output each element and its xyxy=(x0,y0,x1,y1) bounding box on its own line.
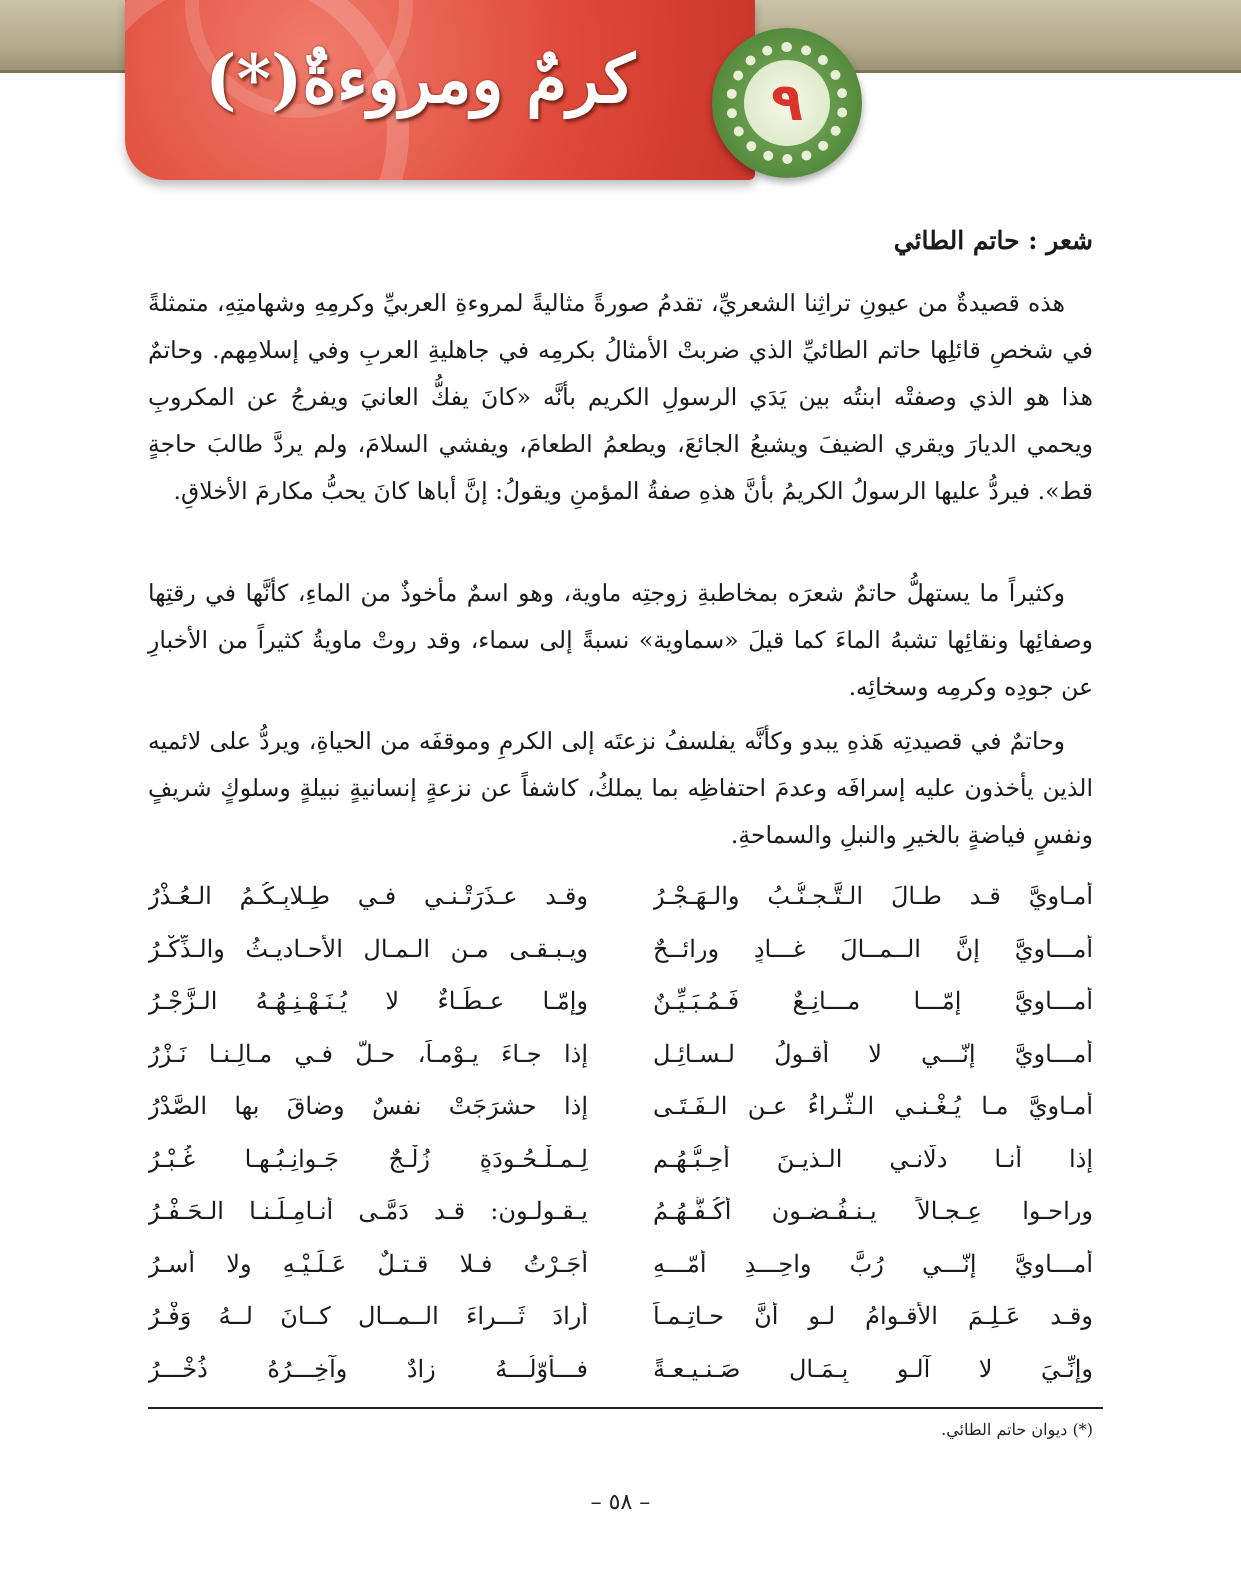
verse-first-hemistich: إذا أنـا دلّانـي الـذيـنَ أُحِـبُّـهُـم xyxy=(653,1144,1093,1173)
verse-second-hemistich: يـقـولـون: قـد دَمَّـى أنـامِـلَـنـا الـحَـفْـرُ xyxy=(148,1197,588,1226)
intro-paragraph-3: وحاتمٌ في قصيدتِه هَذهِ يبدو وكأنَّه يفلسفُ نزعتَه إلى الكرمِ وموقفَه من الحياةِ، ويردُّ على لائميه الذين يأخذون عليه إسرافَه وعدمَ احتفاظِه بما يملكُ، كاشفاً عن نزعةٍ إنسانيةٍ نبيلةٍ وسلوكٍ شريفٍ ونفسٍ فياضةٍ بالخيرِ والنبلِ والسماحةِ. xyxy=(148,727,1093,849)
footnote: (*) ديوان حاتم الطائي. xyxy=(941,1420,1093,1439)
verse-second-hemistich: أجَـرْتُ فـلا قـتـلٌ عَـلَـيْـهِ ولا أسـرُ xyxy=(148,1249,588,1278)
verse-first-hemistich: أمـــاوِيَّ إنّـــي رُبَّ واحِـــدِ أُمّـــهِ xyxy=(653,1249,1093,1278)
title-banner xyxy=(125,0,755,180)
verse-first-hemistich: وقـد عَـلِـمَ الأقـوامُ لـو أنَّ حـاتِـمـاً xyxy=(653,1302,1093,1331)
footnote-divider xyxy=(148,1407,1103,1409)
verse-second-hemistich: إذا جـاءَ يـوْمـاً، حـلَّ فـي مـالِـنـا نَـزْرُ xyxy=(148,1039,588,1068)
poem-verse xyxy=(148,923,1093,976)
badge-center xyxy=(744,60,830,146)
poem-verse xyxy=(148,1133,1093,1186)
intro-paragraph-1: هذه قصيدةٌ من عيونِ تراثِنا الشعريِّ، تقدمُ صورةً مثاليةً لمروءةِ العربيِّ وكرمِهِ وشهامتِهِ، متمثلةً في شخصِ قائلِها حاتم الطائيِّ الذي ضربتْ الأمثالُ بكرمِه في جاهليةِ العربِ وفي إسلامِهم. وحاتمٌ هذا هو الذي وصفتْه ابنتُه بين يَدَي الرسولِ الكريم بأنَّه «كانَ يفكُّ العانيَ ويفرجُ عن المكروبِ ويحمي الديارَ ويقري الضيفَ ويشبعُ الجائعَ، ويطعمُ الطعامَ، ويفشي السلامَ، ولم يردَّ طالبَ حاجةٍ قط». فيردُّ عليها الرسولُ الكريمُ بأنَّ هذهِ صفةُ المؤمنِ ويقولُ: إنَّ أباها كانَ يحبُّ مكارمَ الأخلاقِ. xyxy=(148,289,1093,505)
lesson-number-badge xyxy=(712,28,862,178)
page-number: – ٥٨ – xyxy=(590,1490,651,1515)
verse-first-hemistich: أمـاوِيَّ قـد طـالَ الـتَّـجـنُّـبُ والـهَـجْـرُ xyxy=(653,882,1093,911)
verse-second-hemistich: لِـمـلْـحُـودَةٍ زُلْـجٌ جَـوانِـبُـهـا غُـبْـرُ xyxy=(148,1144,588,1173)
poem-verse xyxy=(148,975,1093,1028)
verse-first-hemistich: وإنِّـيَ لا آلـو بِـمَـالٍ صَـنـيـعـةً xyxy=(653,1354,1093,1383)
verse-second-hemistich: وقـد عـذَرَتْـنـي فـي طِـلابِـكُـمُ الـعُـذْرُ xyxy=(148,882,588,911)
poem-verse xyxy=(148,1028,1093,1081)
lesson-number: ٩ xyxy=(771,73,803,133)
poem xyxy=(148,870,1093,1395)
verse-second-hemistich: فـــأوّلُـــهُ زادٌ وآخِـــرُهُ ذُخْـــرُ xyxy=(148,1354,588,1383)
author-line: شعر : حاتم الطائي xyxy=(893,226,1093,255)
poem-verse xyxy=(148,1343,1093,1396)
verse-first-hemistich: أمـــاوِيَّ إنّـــي لا أقـولُ لـسـائِـلٍ xyxy=(653,1039,1093,1068)
poem-verse xyxy=(148,1290,1093,1343)
verse-first-hemistich: أمـــاوِيَّ إنَّ الــمــالَ غـــادٍ ورائــحٌ xyxy=(653,934,1093,963)
verse-first-hemistich: أمـاوِيَّ مـا يُـغْـنـي الـثَّـراءُ عـن الـفَـتَـى xyxy=(653,1092,1093,1121)
verse-second-hemistich: وإمّـا عـطَـاءٌ لا يُـنَـهْـنِـهُـهُ الـزَّجْـرُ xyxy=(148,987,588,1016)
intro-paragraph-2: وكثيراً ما يستهلُّ حاتمٌ شعرَه بمخاطبةِ زوجتِه ماوية، وهو اسمٌ مأخوذٌ من الماءِ، كأنَّها في رقتِها وصفائِها ونقائِها تشبهُ الماءَ كما قيلَ «سماوية» نسبةً إلى سماء، وقد روتْ ماويةُ كثيراً من الأخبارِ عن جودِه وكرمِه وسخائِه. xyxy=(148,579,1093,701)
verse-second-hemistich: أرادَ ثَـــراءَ الــمــالِ كــانَ لــهُ وَفْـرُ xyxy=(148,1302,588,1331)
poem-verse xyxy=(148,1080,1093,1133)
poem-verse xyxy=(148,1185,1093,1238)
verse-second-hemistich: ويـبـقـى مـن الـمـالِ الأحـاديـثُ والـذِّكْـرُ xyxy=(148,934,588,963)
poem-verse xyxy=(148,870,1093,923)
lesson-title: كرمٌ ومروءةٌ(*) xyxy=(205,40,635,118)
verse-first-hemistich: وراحـوا عِـجـالاً يـنـفُـضـون أكُـفَّـهُـمُ xyxy=(653,1197,1093,1226)
verse-second-hemistich: إذا حشرَجَتْ نفسٌ وضاقَ بها الصَّدْرُ xyxy=(148,1092,588,1121)
poem-verse xyxy=(148,1238,1093,1291)
verse-first-hemistich: أمـــاوِيَّ إمّـــا مـــانِـعٌ فَـمُـبَـيِّـنٌ xyxy=(653,987,1093,1016)
